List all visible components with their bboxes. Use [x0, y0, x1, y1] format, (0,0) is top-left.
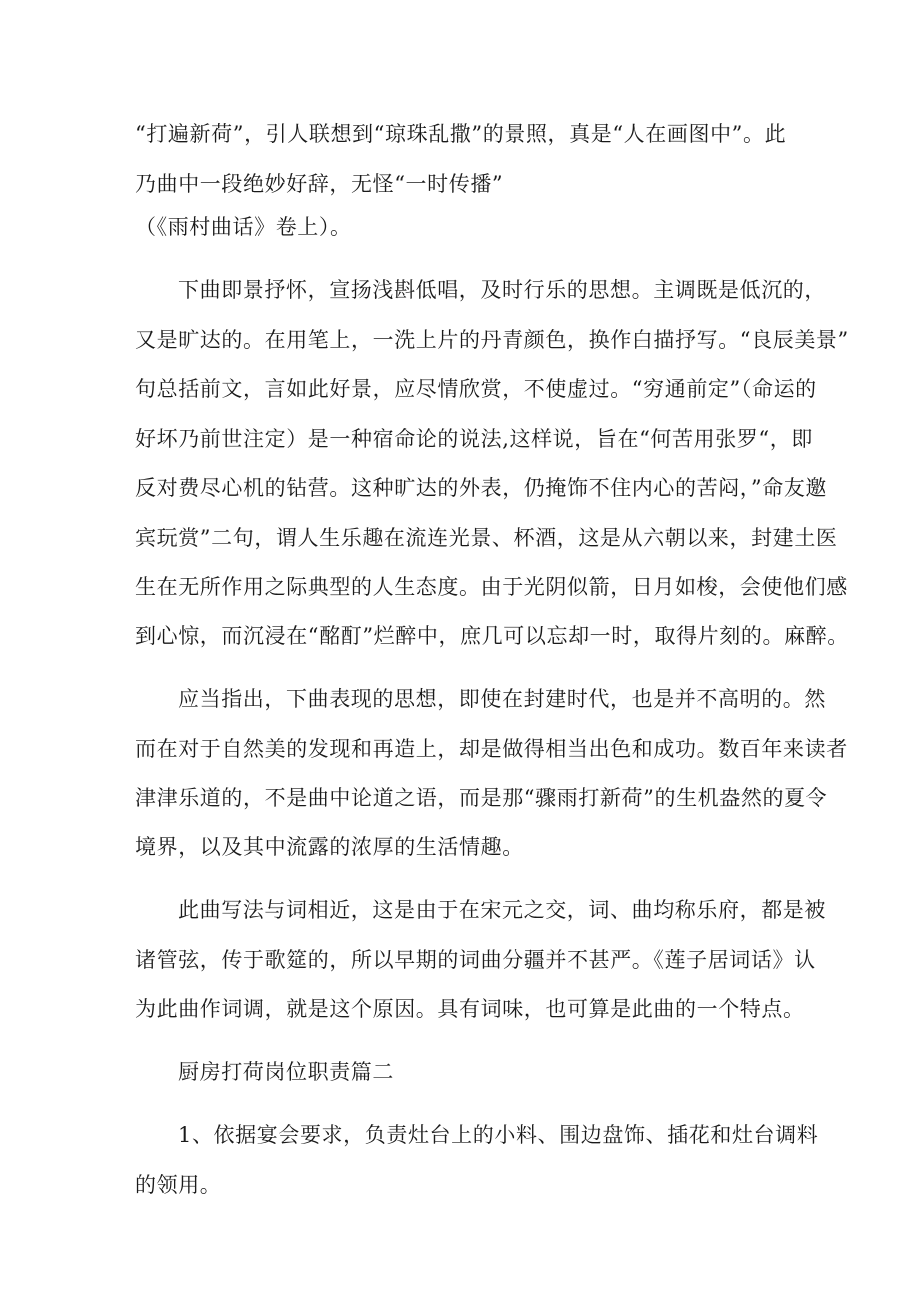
text-line: 为此曲作词调，就是这个原因。具有词味，也可算是此曲的一个特点。 — [135, 997, 805, 1021]
text-line: 乃曲中一段绝妙好辞，无怪“一时传播” — [135, 172, 504, 196]
text-line: 下曲即景抒怀，宣扬浅斟低唱，及时行乐的思想。主调既是低沉的， — [178, 278, 826, 302]
text-line: 厨房打荷岗位职责篇二 — [178, 1060, 394, 1084]
text-line: 诸管弦，传于歌筵的，所以早期的词曲分疆并不甚严。《莲子居词话》认 — [135, 948, 816, 972]
text-line: “打遍新荷”，引人联想到“琼珠乱撒”的景照，真是“人在画图中”。此 — [135, 122, 787, 146]
text-line: 的领用。 — [135, 1173, 222, 1197]
text-line: 到心惊，而沉浸在“酩酊”烂醉中，庶几可以忘却一时，取得片刻的。麻醉。 — [135, 624, 849, 648]
text-line: 好坏乃前世注定）是一种宿命论的说法,这样说，旨在“何苦用张罗“，即 — [135, 427, 813, 451]
text-line: 境界，以及其中流露的浓厚的生活情趣。 — [135, 835, 524, 859]
text-line: 反对费尽心机的钻营。这种旷达的外表，仍掩饰不住内心的苦闷，”命友邀 — [135, 476, 828, 500]
text-line: 此曲写法与词相近，这是由于在宋元之交，词、曲均称乐府，都是被 — [178, 898, 826, 922]
text-line: 生在无所作用之际典型的人生态度。由于光阴似箭，日月如梭，会使他们感 — [135, 575, 848, 599]
text-line: 宾玩赏”二句，谓人生乐趣在流连光景、杯酒，这是从六朝以来，封建土医 — [135, 526, 838, 550]
text-line: 应当指出，下曲表现的思想，即使在封建时代，也是并不高明的。然 — [178, 687, 826, 711]
text-line: 1、依据宴会要求，负责灶台上的小料、围边盘饰、插花和灶台调料 — [178, 1123, 819, 1147]
text-line: 津津乐道的，不是曲中论道之语，而是那“骤雨打新荷”的生机盎然的夏令 — [135, 786, 828, 810]
text-line: 句总括前文，言如此好景，应尽情欣赏，不使虚过。“穷通前定”（命运的 — [135, 377, 817, 401]
text-line: 又是旷达的。在用笔上，一洗上片的丹青颜色，换作白描抒写。“良辰美景” — [135, 328, 849, 352]
text-line: （《雨村曲话》卷上）。 — [135, 215, 352, 239]
text-line: 而在对于自然美的发现和再造上，却是做得相当出色和成功。数百年来读者 — [135, 737, 848, 761]
